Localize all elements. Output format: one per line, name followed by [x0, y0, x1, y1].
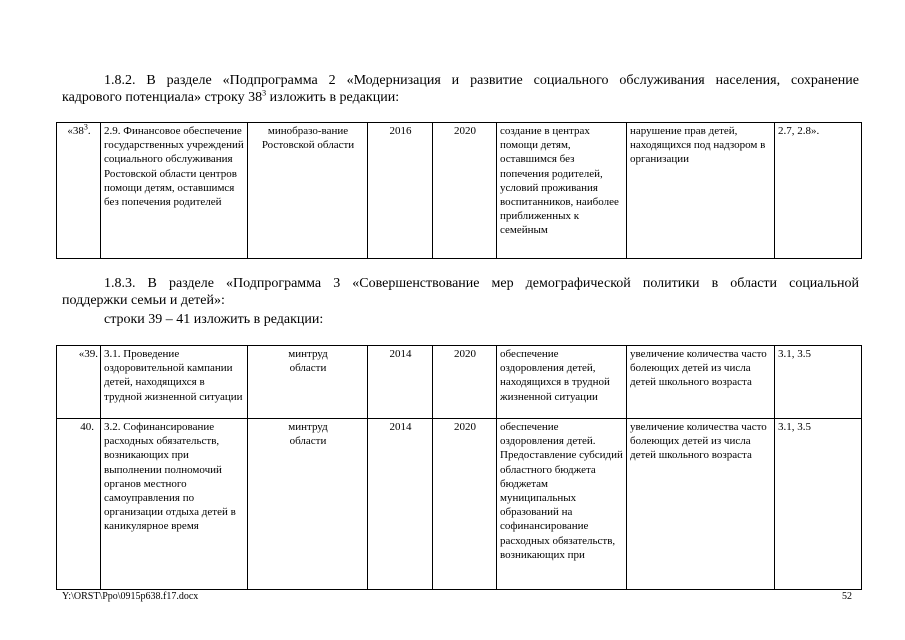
table-row [57, 419, 862, 590]
start-year-cell: 2014 [368, 346, 433, 419]
measure-name-cell: 2.9. Финансовое обеспечение государственных учреждений социального обслуживания Ростовской области центров помощи детям, оставшимся без попечения родителей [101, 123, 248, 259]
expected-result-cell: обеспечение оздоровления детей. Предоставление субсидий областного бюджета бюджетам муниципальных образований на софинансирование расходных обязательств, возникающих при [497, 419, 627, 590]
section-1-8-3-line3: строки 39 – 41 изложить в редакции: [104, 312, 324, 327]
table-row-38-3 [56, 122, 862, 259]
section-1-8-3-line1: 1.8.3. В разделе «Подпрограмма 3 «Совершенствование мер демографической политики в области социальной [104, 276, 859, 291]
row-number: «39. [57, 346, 101, 419]
start-year-cell: 2016 [368, 123, 433, 259]
consequences-cell: нарушение прав детей, находящихся под надзором в организации [627, 123, 775, 259]
section-1-8-3-line2: поддержки семьи и детей»: [62, 293, 225, 308]
section-1-8-2-line1: 1.8.2. В разделе «Подпрограмма 2 «Модернизация и развитие социального обслуживания населения, сохранение [104, 73, 859, 88]
table-rows-39-41 [56, 345, 862, 590]
table-row [57, 346, 862, 419]
section-1-8-2-line2: кадрового потенциала» строку $38^3$ изложить в редакции: [62, 88, 400, 105]
row-number: 40. [57, 419, 101, 590]
section-1-8-3-paragraph [62, 275, 859, 309]
indicator-link-cell: 3.1, 3.5 [775, 346, 862, 419]
indicator-link-cell: 3.1, 3.5 [775, 419, 862, 590]
expected-result-cell: создание в центрах помощи детям, оставшимся без попечения родителей, условий проживания воспитанников, наиболее приближенных к семейным [497, 123, 627, 259]
measure-name-cell: 3.1. Проведение оздоровительной кампании детей, находящихся в трудной жизненной ситуации [101, 346, 248, 419]
row-number: «$38^3$. [57, 123, 101, 259]
executor-cell: минтруд области [248, 346, 368, 419]
end-year-cell: 2020 [433, 346, 497, 419]
footer-file-path: Y:\ORST\Ppo\0915p638.f17.docx [62, 591, 199, 602]
end-year-cell: 2020 [433, 123, 497, 259]
table-row [57, 123, 862, 259]
executor-cell: минобразо-вание Ростовской области [248, 123, 368, 259]
indicator-link-cell: 2.7, 2.8». [775, 123, 862, 259]
end-year-cell: 2020 [433, 419, 497, 590]
executor-cell: минтруд области [248, 419, 368, 590]
expected-result-cell: обеспечение оздоровления детей, находящихся в трудной жизненной ситуации [497, 346, 627, 419]
footer-page-number: 52 [842, 591, 852, 602]
consequences-cell: увеличение количества часто болеющих детей из числа детей школьного возраста [627, 419, 775, 590]
consequences-cell: увеличение количества часто болеющих детей из числа детей школьного возраста [627, 346, 775, 419]
start-year-cell: 2014 [368, 419, 433, 590]
section-1-8-2-paragraph [62, 72, 859, 106]
measure-name-cell: 3.2. Софинансирование расходных обязательств, возникающих при выполнении полномочий органов местного самоуправления по организации отдыха детей в каникулярное время [101, 419, 248, 590]
